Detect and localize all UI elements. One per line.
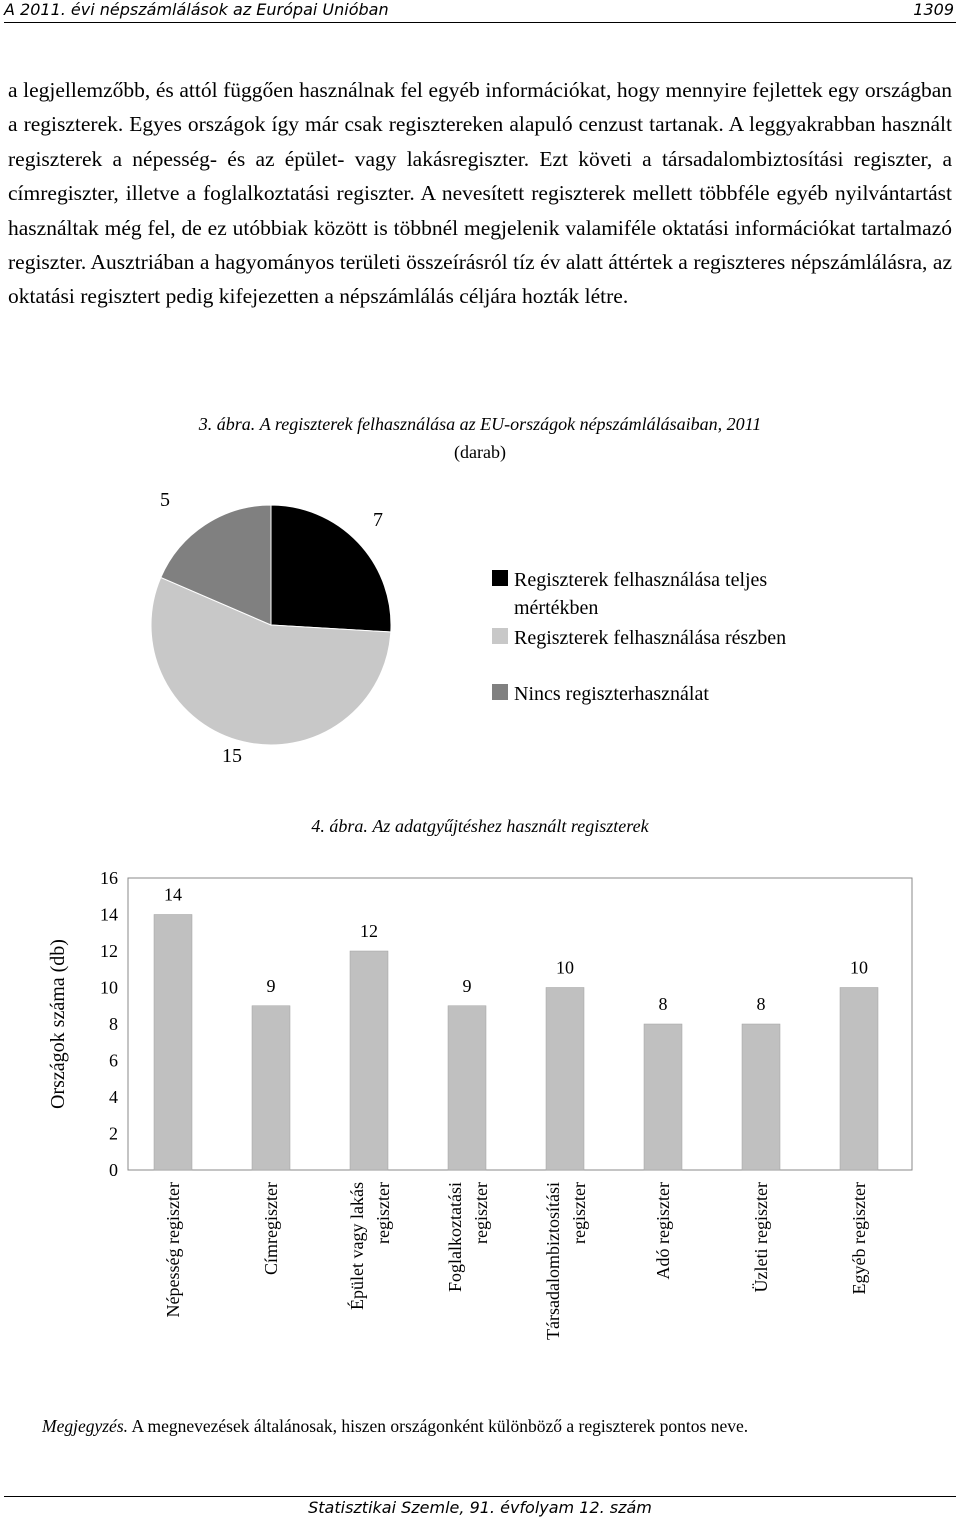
x-tick-label: Társadalombiztosítási regiszter	[543, 1182, 589, 1340]
y-tick-label: 8	[109, 1014, 118, 1034]
bar	[644, 1024, 682, 1170]
figure3-unit: (darab)	[454, 442, 506, 462]
bar-data-label: 9	[266, 975, 276, 996]
bar-data-label: 8	[658, 994, 668, 1014]
x-tick-label: Címregiszter	[261, 1182, 281, 1275]
bar-data-label: 10	[850, 957, 868, 978]
figure3-caption: A regiszterek felhasználása az EU-országok népszámlálásaiban, 2011	[259, 414, 762, 434]
journal-info: Statisztikai Szemle, 91. évfolyam 12. szám	[308, 1498, 652, 1517]
pie-data-label: 15	[222, 745, 242, 767]
bar	[546, 988, 584, 1171]
y-tick-label: 16	[100, 868, 118, 888]
note-text: A megnevezések általánosak, hiszen országonként különböző a regiszterek pontos neve.	[131, 1416, 749, 1436]
y-tick-label: 0	[109, 1160, 118, 1180]
bar	[448, 1006, 486, 1170]
bar-data-label: 9	[462, 975, 472, 996]
legend-swatch	[492, 628, 508, 644]
page-number: 1309	[913, 0, 954, 19]
bar-data-label: 10	[556, 957, 574, 978]
pie-chart	[0, 470, 960, 790]
bar	[840, 988, 878, 1171]
x-tick-label: Egyéb regiszter	[849, 1182, 869, 1295]
figure3-title	[0, 414, 960, 435]
pie-data-label: 5	[160, 489, 170, 511]
legend-label: Regiszterek felhasználása teljes mértékben	[514, 569, 768, 619]
legend-swatch	[492, 684, 508, 700]
y-axis-label: Országok száma (db)	[47, 939, 69, 1109]
plot-area	[128, 878, 912, 1170]
y-tick-label: 2	[109, 1123, 118, 1144]
x-tick-label: Népesség regiszter	[163, 1182, 183, 1318]
x-tick-label: Épület vagy lakás regiszter	[347, 1182, 393, 1310]
y-tick-label: 12	[100, 941, 118, 961]
legend-label: Nincs regiszterhasználat	[514, 683, 709, 705]
running-title: A 2011. évi népszámlálások az Európai Unióban	[4, 0, 389, 19]
bar	[252, 1006, 290, 1170]
figure4-label: 4. ábra.	[311, 816, 368, 836]
pie-data-label: 7	[373, 509, 383, 531]
bar-data-label: 8	[756, 994, 766, 1014]
header-rule	[4, 22, 956, 23]
bar-data-label: 14	[164, 884, 182, 905]
page-footer	[0, 1490, 960, 1521]
bar-chart	[0, 850, 960, 1410]
bar	[154, 915, 192, 1171]
figure3-label: 3. ábra.	[198, 414, 256, 434]
figure4-title	[0, 816, 960, 837]
page-header	[0, 0, 960, 22]
bar	[350, 951, 388, 1170]
x-tick-label: Üzleti regiszter	[751, 1182, 771, 1293]
y-tick-label: 4	[109, 1087, 118, 1107]
figure4-caption: Az adatgyűjtéshez használt regiszterek	[372, 816, 649, 836]
bar	[742, 1024, 780, 1170]
body-paragraph: a legjellemzőbb, és attól függően használnak fel egyéb információkat, hogy mennyire fejlettek egy országban a regiszterek. Egyes országok így már csak regisztereken alapuló cenzust tartanak. A leggyakrabban használt regiszterek a népesség- és az épület- vagy lakásregiszter. Ezt követi a társadalombiztosítási regiszter, a címregiszter, illetve a foglalkoztatási regiszter. A nevesített regiszterek mellett többféle egyéb nyilvántartást használtak még fel, de ez utóbbiak között is többnél megjelenik valamiféle oktatási információkat tartalmazó regiszter. Ausztriában a hagyományos területi összeírásról tíz év alatt áttértek a regiszteres népszámlálásra, az oktatási regisztert pedig kifejezetten a népszámlálás céljára hozták létre.	[8, 78, 952, 309]
x-tick-label: Adó regiszter	[653, 1182, 673, 1280]
note-label: Megjegyzés.	[42, 1416, 129, 1436]
y-tick-label: 6	[109, 1050, 118, 1071]
footer-rule	[4, 1496, 956, 1497]
y-tick-label: 14	[100, 904, 118, 925]
x-tick-label: Foglalkoztatási regiszter	[445, 1182, 491, 1292]
legend-label: Regiszterek felhasználása részben	[514, 627, 787, 649]
legend-swatch	[492, 570, 508, 586]
figure-note	[42, 1416, 748, 1437]
bar-data-label: 12	[360, 921, 378, 941]
y-tick-label: 10	[100, 977, 118, 998]
